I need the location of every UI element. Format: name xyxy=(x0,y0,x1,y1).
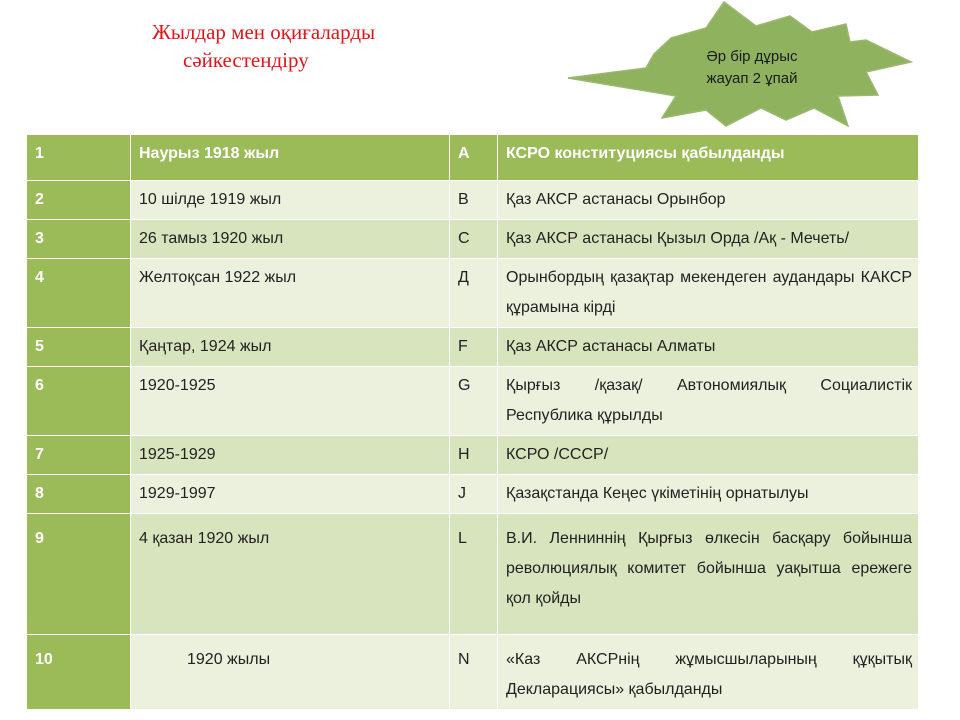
row-number: 5 xyxy=(27,328,131,367)
badge-line-1: Әр бір дұрыс xyxy=(706,48,798,65)
table-row xyxy=(27,367,919,436)
row-event: «Каз АКСРнің жұмысшыларының құқытық Декларациясы» қабылданды xyxy=(498,635,919,710)
table-row xyxy=(27,635,919,710)
title-line-2: сәйкестендіру xyxy=(183,48,309,72)
row-letter: С xyxy=(450,220,498,259)
row-letter: G xyxy=(450,367,498,436)
row-date: 10 шілде 1919 жыл xyxy=(131,181,450,220)
row-number: 2 xyxy=(27,181,131,220)
row-letter: Д xyxy=(450,259,498,328)
row-event: Қырғыз /қазақ/ Автономиялық Социалистік Республика құрылды xyxy=(498,367,919,436)
row-event: КСРО /СССР/ xyxy=(498,436,919,475)
table-row xyxy=(27,328,919,367)
badge-line-2: жауап 2 ұпай xyxy=(706,70,798,87)
table-row xyxy=(27,181,919,220)
row-number: 3 xyxy=(27,220,131,259)
row-number: 7 xyxy=(27,436,131,475)
row-date: 4 қазан 1920 жыл xyxy=(131,514,450,635)
row-event: Орынбордың қазақтар мекендеген аудандары КАКСР құрамына кірді xyxy=(498,259,919,328)
row-event: В.И. Ленниннің Қырғыз өлкесін басқару бойынша революциялық комитет бойынша уақытша ережеге қол қойды xyxy=(498,514,919,635)
table-row xyxy=(27,475,919,514)
slide-title xyxy=(152,18,375,74)
row-number: 9 xyxy=(27,514,131,635)
row-letter: F xyxy=(450,328,498,367)
row-date: 26 тамыз 1920 жыл xyxy=(131,220,450,259)
row-letter: В xyxy=(450,181,498,220)
row-date: 1925-1929 xyxy=(131,436,450,475)
row-number: 10 xyxy=(27,635,131,710)
row-date: Желтоқсан 1922 жыл xyxy=(131,259,450,328)
events-matching-table xyxy=(26,134,919,710)
table-row xyxy=(27,220,919,259)
table-row xyxy=(27,436,919,475)
row-event: Қаз АКСР астанасы Қызыл Орда /Ақ - Мечеть/ xyxy=(498,220,919,259)
row-number: 4 xyxy=(27,259,131,328)
row-letter: H xyxy=(450,436,498,475)
row-date: 1929-1997 xyxy=(131,475,450,514)
row-date: 1920-1925 xyxy=(131,367,450,436)
table-row xyxy=(27,514,919,635)
scoring-badge xyxy=(682,46,822,90)
row-event: Қазақстанда Кеңес үкіметінің орнатылуы xyxy=(498,475,919,514)
row-number: 8 xyxy=(27,475,131,514)
row-event: Қаз АКСР астанасы Орынбор xyxy=(498,181,919,220)
row-letter: L xyxy=(450,514,498,635)
table-row xyxy=(27,259,919,328)
row-letter: А xyxy=(450,135,498,181)
table-row xyxy=(27,135,919,181)
row-letter: N xyxy=(450,635,498,710)
row-letter: J xyxy=(450,475,498,514)
row-event: Қаз АКСР астанасы Алматы xyxy=(498,328,919,367)
row-event: КСРО конституциясы қабылданды xyxy=(498,135,919,181)
row-date: Қаңтар, 1924 жыл xyxy=(131,328,450,367)
title-line-1: Жылдар мен оқиғаларды xyxy=(152,20,376,44)
row-date: 1920 жылы xyxy=(131,635,450,710)
row-number: 6 xyxy=(27,367,131,436)
row-number: 1 xyxy=(27,135,131,181)
row-date: Наурыз 1918 жыл xyxy=(131,135,450,181)
